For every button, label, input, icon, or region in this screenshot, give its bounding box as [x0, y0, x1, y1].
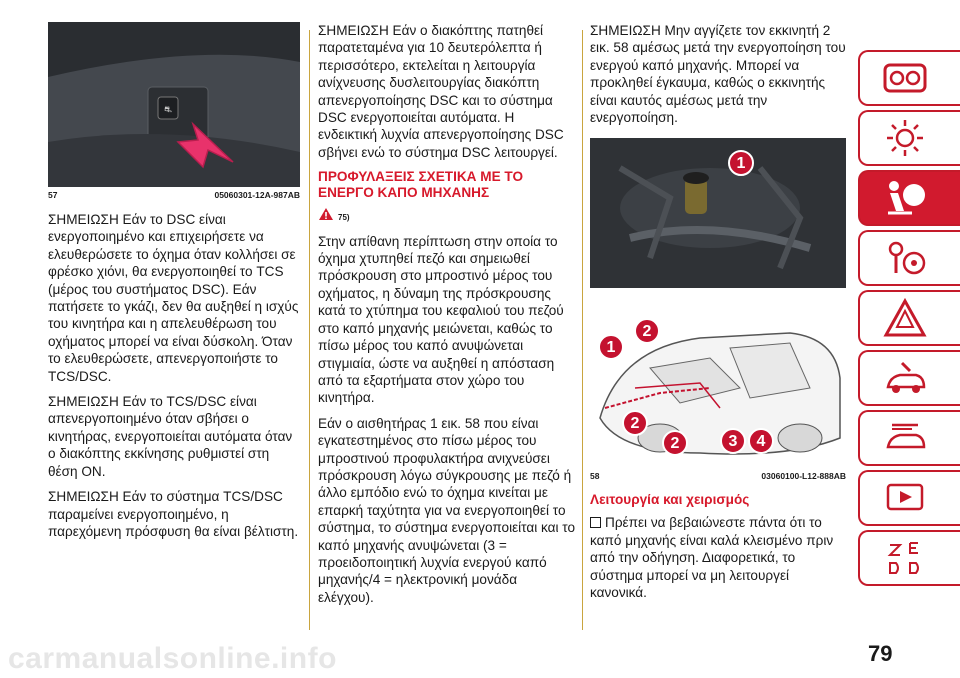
body-paragraph: Στην απίθανη περίπτωση στην οποία το όχημα χτυπηθεί πεζό και σημειωθεί πρόσκρουση στο μπροστινό μέρος του οχήματος, η δύναμη της πρόσκρουσης κατά το χτύπημα του κεφαλιού του πεζού στο καπό μηχανής μειώνεται, καθώς το πίσω μέρος του καπό ανυψώνεται στιγμιαία, ώστε να αυξηθεί η απόσταση από τα εξαρτήματα στον χώρο του κινητήρα.: [318, 233, 564, 406]
callout-4: 4: [748, 428, 774, 454]
dashboard-icon: [882, 57, 928, 99]
warning-triangle-icon: [882, 297, 928, 339]
airbag-seat-icon: [882, 177, 928, 219]
callout-3: 3: [720, 428, 746, 454]
note-paragraph: ΣΗΜΕΙΩΣΗ Εάν το DSC είναι ενεργοποιημένο και επιχειρήσετε να ελευθερώσετε το όχημα όταν κολλήσει σε φρέσκο χιόνι, θα ενεργοποιηθεί το TCS (μέρος του συστήματος DSC). Εάν πατήσετε το γκάζι, δεν θα αυξηθεί η ισχύς του κινητήρα και η απελευθέρωση του οχήματος μπορεί να είναι δύσκολη. Όταν το ελευθερώσετε, απενεργοποιήστε το TCS/DSC.: [48, 212, 299, 384]
engine-bay-photo: [590, 138, 846, 288]
section-heading: ΠΡΟΦΥΛΑΞΕΙΣ ΣΧΕΤΙΚΑ ΜΕ ΤΟ ΕΝΕΡΓΟ ΚΑΠΟ ΜΗΧΑΝΗΣ: [318, 169, 524, 201]
figure-number: 57: [48, 190, 58, 200]
column-2: [318, 22, 576, 614]
tab-starting-driving[interactable]: [858, 230, 960, 286]
steering-wheel-key-icon: [882, 237, 928, 279]
car-diagram: [590, 288, 846, 468]
tab-technical-data[interactable]: [858, 410, 960, 466]
warning-reference: [318, 207, 576, 226]
figure-58: [590, 138, 846, 468]
warning-number: 75): [338, 213, 350, 223]
tab-dashboard[interactable]: [858, 50, 960, 106]
figure-57-photo: [48, 22, 300, 187]
figure-58-caption: [590, 470, 846, 482]
page-number: 79: [868, 641, 893, 666]
body-paragraph: Εάν ο αισθητήρας 1 εικ. 58 που είναι εγκατεστημένος στο πίσω μέρος του μπροστινού προφυλακτήρα ανιχνεύσει πρόσκρουση λόγω σύγκρουσης με πεζό ή άλλο εμπόδιο ενώ το όχημα κινείται με επαρκή ταχύτητα για να ενεργοποιηθεί το σύστημα, το σύστημα ενεργοποιείται και το καπό μηχανής ανυψώνεται (3 = προειδοποιητική λυχνία ενεργού καπό μηχανής/4 = ηλεκτρονική μονάδα ελέγχου).: [318, 415, 576, 605]
body-text: Πρέπει να βεβαιώνεστε πάντα ότι το καπό μηχανής είναι καλά κλεισμένο πριν από την οδήγηση. Διαφορετικά, το σύστημα μπορεί να μη λειτουργεί κανονικά.: [590, 515, 834, 601]
tab-index[interactable]: [858, 530, 960, 586]
figure-57-caption: [48, 189, 300, 201]
index-letters-icon: [882, 537, 928, 579]
column-1: [48, 22, 300, 548]
dsc-switch-illustration: [48, 22, 300, 187]
callout-2: 2: [662, 430, 688, 456]
column-divider: [309, 30, 310, 630]
column-3: [590, 22, 846, 609]
section-heading: Λειτουργία και χειρισμός: [590, 492, 750, 508]
warning-triangle-icon: [318, 207, 334, 221]
note-paragraph: ΣΗΜΕΙΩΣΗ Εάν το TCS/DSC είναι απενεργοποιημένο όταν σβήσει ο κινητήρας, ενεργοποιείται αυτόματα όταν ο διακόπτης εκκίνησης ρυθμιστεί στη θέση ON.: [48, 394, 293, 479]
data-sheet-icon: [882, 417, 928, 459]
note-paragraph: ΣΗΜΕΙΩΣΗ Εάν το σύστημα TCS/DSC παραμείνει ενεργοποιημένο, η παρεχόμενη πρόσφυση θα είναι βέλτιστη.: [48, 489, 299, 539]
checkbox-icon: [590, 517, 601, 528]
watermark-text: carmanualsonline.info: [8, 642, 337, 675]
wrench-car-icon: [882, 357, 928, 399]
multimedia-icon: [882, 477, 928, 519]
tab-multimedia[interactable]: [858, 470, 960, 526]
body-paragraph: [590, 514, 846, 601]
tab-lights[interactable]: [858, 110, 960, 166]
note-paragraph: ΣΗΜΕΙΩΣΗ Μην αγγίζετε τον εκκινητή 2 εικ. 58 αμέσως μετά την ενεργοποίηση του ενεργού καπό μηχανής. Μπορεί να προκληθεί έγκαυμα, καθώς ο εκκινητής είναι καυτός αμέσως μετά την ενεργοποίηση.: [590, 23, 846, 126]
figure-code: 05060301-12A-987AB: [214, 190, 300, 200]
callout-2: 1: [728, 150, 754, 176]
callout-2: 2: [634, 318, 660, 344]
figure-number: 58: [590, 471, 600, 482]
callout-1: 1: [598, 334, 624, 360]
tab-emergency[interactable]: [858, 290, 960, 346]
column-divider: [582, 30, 583, 630]
callout-1: 2: [622, 410, 648, 436]
tab-maintenance[interactable]: [858, 350, 960, 406]
tab-safety[interactable]: [858, 170, 960, 226]
figure-code: 03060100-L12-888AB: [761, 471, 846, 482]
note-paragraph: ΣΗΜΕΙΩΣΗ Εάν ο διακόπτης πατηθεί παρατεταμένα για 10 δευτερόλεπτα ή περισσότερο, εκτελείται η λειτουργία ανίχνευσης δυσλειτουργίας διακόπτη απενεργοποίησης DSC και το σύστημα DSC ενεργοποιείται αυτόματα. Η ενδεικτική λυχνία απενεργοποίησης DSC σβήνει ενώ το σύστημα DSC λειτουργεί.: [318, 23, 564, 160]
sun-light-icon: [882, 117, 928, 159]
svg-text:⛐: ⛐: [164, 105, 172, 115]
chapter-tabs: [858, 50, 960, 590]
